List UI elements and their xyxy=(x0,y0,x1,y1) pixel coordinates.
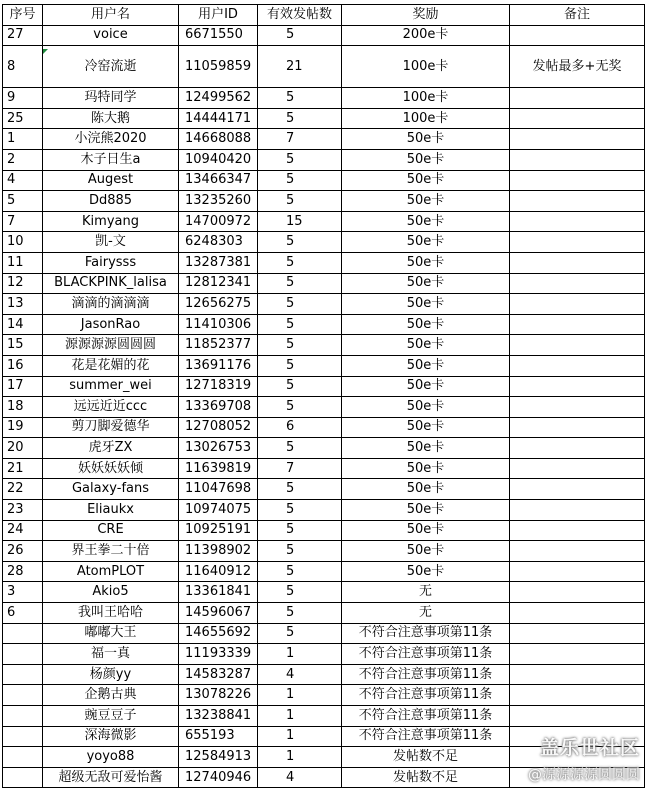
cell-seq xyxy=(3,623,43,644)
header-username: 用户名 xyxy=(43,5,179,26)
cell-seq: 23 xyxy=(3,500,43,521)
table-row xyxy=(3,582,645,603)
cell-user-id: 13369708 xyxy=(179,397,258,418)
table-row xyxy=(3,706,645,727)
cell-user-id: 11410306 xyxy=(179,314,258,335)
cell-post-count: 5 xyxy=(258,438,342,459)
cell-post-count: 5 xyxy=(258,397,342,418)
cell-user-id: 11639819 xyxy=(179,458,258,479)
cell-seq: 19 xyxy=(3,417,43,438)
cell-reward: 无 xyxy=(342,582,510,603)
cell-reward: 200e卡 xyxy=(342,25,510,46)
cell-post-count: 5 xyxy=(258,603,342,624)
watermark-brand: 盖乐世社区 xyxy=(539,737,640,759)
cell-user-id: 12718319 xyxy=(179,376,258,397)
cell-post-count: 5 xyxy=(258,88,342,109)
cell-username: summer_wei xyxy=(43,376,179,397)
cell-post-count: 5 xyxy=(258,149,342,170)
cell-username: Akio5 xyxy=(43,582,179,603)
cell-user-id: 11047698 xyxy=(179,479,258,500)
cell-username: BLACKPINK_lalisa xyxy=(43,273,179,294)
cell-seq: 22 xyxy=(3,479,43,500)
cell-note xyxy=(510,294,645,315)
cell-reward: 不符合注意事项第11条 xyxy=(342,623,510,644)
table-row xyxy=(3,644,645,665)
watermark-user: @源源源源圆圆圆 xyxy=(528,767,640,783)
cell-note xyxy=(510,191,645,212)
cell-note xyxy=(510,211,645,232)
cell-post-count: 5 xyxy=(258,335,342,356)
cell-seq: 5 xyxy=(3,191,43,212)
cell-user-id: 13466347 xyxy=(179,170,258,191)
cell-reward: 50e卡 xyxy=(342,294,510,315)
cell-post-count: 21 xyxy=(258,46,342,88)
cell-username: 企鹅古典 xyxy=(43,685,179,706)
cell-username: Fairysss xyxy=(43,252,179,273)
cell-post-count: 4 xyxy=(258,767,342,788)
table-row xyxy=(3,685,645,706)
table-body xyxy=(3,25,645,788)
cell-reward: 不符合注意事项第11条 xyxy=(342,664,510,685)
cell-username: AtomPLOT xyxy=(43,561,179,582)
cell-reward: 不符合注意事项第11条 xyxy=(342,726,510,747)
cell-seq xyxy=(3,685,43,706)
cell-note xyxy=(510,500,645,521)
cell-note xyxy=(510,335,645,356)
cell-seq: 4 xyxy=(3,170,43,191)
cell-reward: 50e卡 xyxy=(342,149,510,170)
table-row xyxy=(3,149,645,170)
cell-username: 源源源源圆圆圆 xyxy=(43,335,179,356)
cell-note xyxy=(510,376,645,397)
cell-user-id: 12499562 xyxy=(179,88,258,109)
cell-seq: 28 xyxy=(3,561,43,582)
cell-post-count: 1 xyxy=(258,706,342,727)
cell-reward: 50e卡 xyxy=(342,314,510,335)
cell-seq xyxy=(3,664,43,685)
cell-seq: 2 xyxy=(3,149,43,170)
cell-seq: 11 xyxy=(3,252,43,273)
cell-reward: 50e卡 xyxy=(342,335,510,356)
cell-post-count: 1 xyxy=(258,747,342,768)
cell-note xyxy=(510,458,645,479)
cell-seq xyxy=(3,706,43,727)
cell-reward: 100e卡 xyxy=(342,46,510,88)
table-row xyxy=(3,355,645,376)
cell-user-id: 12812341 xyxy=(179,273,258,294)
cell-reward: 发帖数不足 xyxy=(342,747,510,768)
cell-username: 冷窑流逝 xyxy=(43,46,179,88)
cell-user-id: 14700972 xyxy=(179,211,258,232)
cell-seq: 15 xyxy=(3,335,43,356)
cell-reward: 100e卡 xyxy=(342,108,510,129)
cell-post-count: 7 xyxy=(258,129,342,150)
table-row xyxy=(3,232,645,253)
cell-seq: 18 xyxy=(3,397,43,418)
cell-user-id: 12584913 xyxy=(179,747,258,768)
header-reward: 奖励 xyxy=(342,5,510,26)
cell-post-count: 5 xyxy=(258,294,342,315)
cell-user-id: 13026753 xyxy=(179,438,258,459)
table-row xyxy=(3,46,645,88)
cell-note xyxy=(510,232,645,253)
cell-username: 滴滴的滴滴滴 xyxy=(43,294,179,315)
cell-seq xyxy=(3,747,43,768)
cell-reward: 50e卡 xyxy=(342,355,510,376)
cell-reward: 50e卡 xyxy=(342,191,510,212)
cell-username: 福一真 xyxy=(43,644,179,665)
cell-reward: 不符合注意事项第11条 xyxy=(342,644,510,665)
cell-note xyxy=(510,541,645,562)
cell-user-id: 12708052 xyxy=(179,417,258,438)
cell-note xyxy=(510,685,645,706)
cell-username: JasonRao xyxy=(43,314,179,335)
cell-user-id: 12740946 xyxy=(179,767,258,788)
cell-user-id: 11398902 xyxy=(179,541,258,562)
cell-note xyxy=(510,706,645,727)
table-row xyxy=(3,294,645,315)
cell-post-count: 1 xyxy=(258,644,342,665)
cell-seq: 7 xyxy=(3,211,43,232)
cell-post-count: 7 xyxy=(258,458,342,479)
cell-seq: 24 xyxy=(3,520,43,541)
table-row xyxy=(3,170,645,191)
cell-note xyxy=(510,149,645,170)
table-row xyxy=(3,376,645,397)
cell-user-id: 13078226 xyxy=(179,685,258,706)
cell-note xyxy=(510,561,645,582)
cell-username: Augest xyxy=(43,170,179,191)
cell-note xyxy=(510,479,645,500)
header-note: 备注 xyxy=(510,5,645,26)
cell-reward: 50e卡 xyxy=(342,397,510,418)
cell-seq: 1 xyxy=(3,129,43,150)
cell-username: Kimyang xyxy=(43,211,179,232)
cell-post-count: 5 xyxy=(258,252,342,273)
cell-username: 我叫王哈哈 xyxy=(43,603,179,624)
cell-seq: 9 xyxy=(3,88,43,109)
table-row xyxy=(3,561,645,582)
cell-username: 玛特同学 xyxy=(43,88,179,109)
cell-reward: 50e卡 xyxy=(342,520,510,541)
cell-username: Eliaukx xyxy=(43,500,179,521)
cell-note xyxy=(510,664,645,685)
table-row xyxy=(3,438,645,459)
cell-reward: 50e卡 xyxy=(342,211,510,232)
table-row xyxy=(3,417,645,438)
cell-post-count: 5 xyxy=(258,376,342,397)
header-seq: 序号 xyxy=(3,5,43,26)
cell-reward: 50e卡 xyxy=(342,479,510,500)
cell-post-count: 5 xyxy=(258,170,342,191)
cell-seq: 16 xyxy=(3,355,43,376)
cell-post-count: 15 xyxy=(258,211,342,232)
table-row xyxy=(3,191,645,212)
cell-reward: 50e卡 xyxy=(342,541,510,562)
cell-reward: 50e卡 xyxy=(342,376,510,397)
cell-post-count: 5 xyxy=(258,108,342,129)
cell-username: CRE xyxy=(43,520,179,541)
cell-note xyxy=(510,623,645,644)
cell-note xyxy=(510,582,645,603)
table-row xyxy=(3,541,645,562)
cell-user-id: 14583287 xyxy=(179,664,258,685)
cell-user-id: 11193339 xyxy=(179,644,258,665)
cell-user-id: 10974075 xyxy=(179,500,258,521)
cell-note xyxy=(510,417,645,438)
cell-seq: 14 xyxy=(3,314,43,335)
header-user-id: 用户ID xyxy=(179,5,258,26)
cell-user-id: 13238841 xyxy=(179,706,258,727)
cell-user-id: 13287381 xyxy=(179,252,258,273)
cell-user-id: 13235260 xyxy=(179,191,258,212)
cell-note xyxy=(510,438,645,459)
table-row xyxy=(3,479,645,500)
cell-user-id: 14668088 xyxy=(179,129,258,150)
cell-user-id: 12656275 xyxy=(179,294,258,315)
cell-post-count: 5 xyxy=(258,232,342,253)
table-row xyxy=(3,108,645,129)
cell-comment-marker xyxy=(43,49,48,54)
cell-note xyxy=(510,25,645,46)
cell-seq: 3 xyxy=(3,582,43,603)
cell-user-id: 11059859 xyxy=(179,46,258,88)
cell-username: yoyo88 xyxy=(43,747,179,768)
cell-username: 界王拳二十倍 xyxy=(43,541,179,562)
cell-seq xyxy=(3,767,43,788)
table-row xyxy=(3,500,645,521)
cell-post-count: 5 xyxy=(258,355,342,376)
cell-seq: 20 xyxy=(3,438,43,459)
cell-seq xyxy=(3,644,43,665)
cell-username: 花是花媚的花 xyxy=(43,355,179,376)
cell-post-count: 1 xyxy=(258,685,342,706)
cell-reward: 50e卡 xyxy=(342,273,510,294)
cell-note xyxy=(510,108,645,129)
cell-post-count: 6 xyxy=(258,417,342,438)
cell-reward: 50e卡 xyxy=(342,561,510,582)
cell-note xyxy=(510,170,645,191)
cell-user-id: 6248303 xyxy=(179,232,258,253)
reward-table xyxy=(2,4,645,788)
cell-user-id: 14655692 xyxy=(179,623,258,644)
cell-reward: 发帖数不足 xyxy=(342,767,510,788)
cell-username: 妖妖妖妖倾 xyxy=(43,458,179,479)
cell-note xyxy=(510,644,645,665)
cell-username: 豌豆豆子 xyxy=(43,706,179,727)
cell-post-count: 1 xyxy=(258,726,342,747)
cell-post-count: 5 xyxy=(258,25,342,46)
cell-user-id: 6671550 xyxy=(179,25,258,46)
cell-reward: 无 xyxy=(342,603,510,624)
cell-seq: 8 xyxy=(3,46,43,88)
cell-seq: 21 xyxy=(3,458,43,479)
table-row xyxy=(3,520,645,541)
table-row xyxy=(3,623,645,644)
cell-seq: 25 xyxy=(3,108,43,129)
cell-username: 嘟嘟大王 xyxy=(43,623,179,644)
cell-username: 深海微影 xyxy=(43,726,179,747)
cell-username: 杨颜yy xyxy=(43,664,179,685)
cell-user-id: 11640912 xyxy=(179,561,258,582)
cell-note xyxy=(510,355,645,376)
cell-seq: 12 xyxy=(3,273,43,294)
table-row xyxy=(3,664,645,685)
cell-username: voice xyxy=(43,25,179,46)
cell-reward: 50e卡 xyxy=(342,438,510,459)
cell-reward: 50e卡 xyxy=(342,458,510,479)
table-row xyxy=(3,273,645,294)
cell-post-count: 4 xyxy=(258,664,342,685)
cell-post-count: 5 xyxy=(258,541,342,562)
cell-seq: 17 xyxy=(3,376,43,397)
table-row xyxy=(3,335,645,356)
cell-seq: 27 xyxy=(3,25,43,46)
cell-post-count: 5 xyxy=(258,314,342,335)
table-row xyxy=(3,211,645,232)
cell-reward: 50e卡 xyxy=(342,417,510,438)
cell-user-id: 13361841 xyxy=(179,582,258,603)
cell-post-count: 5 xyxy=(258,500,342,521)
cell-note xyxy=(510,520,645,541)
cell-username: 虎牙ZX xyxy=(43,438,179,459)
cell-user-id: 10940420 xyxy=(179,149,258,170)
cell-reward: 50e卡 xyxy=(342,129,510,150)
cell-note xyxy=(510,88,645,109)
cell-post-count: 5 xyxy=(258,479,342,500)
cell-user-id: 13691176 xyxy=(179,355,258,376)
cell-note xyxy=(510,273,645,294)
cell-username: 陈大鹅 xyxy=(43,108,179,129)
cell-seq xyxy=(3,726,43,747)
cell-reward: 50e卡 xyxy=(342,252,510,273)
cell-user-id: 655193 xyxy=(179,726,258,747)
cell-post-count: 5 xyxy=(258,623,342,644)
cell-username: Dd885 xyxy=(43,191,179,212)
table-row xyxy=(3,397,645,418)
table-row xyxy=(3,25,645,46)
cell-note xyxy=(510,252,645,273)
cell-username: 木子日生a xyxy=(43,149,179,170)
cell-note xyxy=(510,314,645,335)
cell-user-id: 14596067 xyxy=(179,603,258,624)
cell-note xyxy=(510,603,645,624)
table-row xyxy=(3,603,645,624)
cell-reward: 50e卡 xyxy=(342,170,510,191)
cell-seq: 13 xyxy=(3,294,43,315)
cell-post-count: 5 xyxy=(258,273,342,294)
table-row xyxy=(3,314,645,335)
cell-seq: 6 xyxy=(3,603,43,624)
cell-username: 远远近近ccc xyxy=(43,397,179,418)
cell-username: 超级无敌可爱怡酱 xyxy=(43,767,179,788)
cell-post-count: 5 xyxy=(258,582,342,603)
table-row xyxy=(3,88,645,109)
cell-note xyxy=(510,129,645,150)
cell-username: Galaxy-fans xyxy=(43,479,179,500)
cell-post-count: 5 xyxy=(258,520,342,541)
cell-note xyxy=(510,397,645,418)
table-row xyxy=(3,458,645,479)
cell-reward: 50e卡 xyxy=(342,232,510,253)
table-row xyxy=(3,252,645,273)
cell-user-id: 14444171 xyxy=(179,108,258,129)
cell-post-count: 5 xyxy=(258,191,342,212)
cell-reward: 100e卡 xyxy=(342,88,510,109)
cell-username: 剪刀脚爱德华 xyxy=(43,417,179,438)
cell-seq: 10 xyxy=(3,232,43,253)
cell-reward: 50e卡 xyxy=(342,500,510,521)
cell-username: 凯-文 xyxy=(43,232,179,253)
table-row xyxy=(3,129,645,150)
header-post-count: 有效发帖数 xyxy=(258,5,342,26)
cell-post-count: 5 xyxy=(258,561,342,582)
cell-note: 发帖最多+无奖 xyxy=(510,46,645,88)
cell-user-id: 10925191 xyxy=(179,520,258,541)
cell-seq: 26 xyxy=(3,541,43,562)
cell-username: 小浣熊2020 xyxy=(43,129,179,150)
header-row xyxy=(3,5,645,26)
cell-reward: 不符合注意事项第11条 xyxy=(342,706,510,727)
cell-user-id: 11852377 xyxy=(179,335,258,356)
cell-reward: 不符合注意事项第11条 xyxy=(342,685,510,706)
